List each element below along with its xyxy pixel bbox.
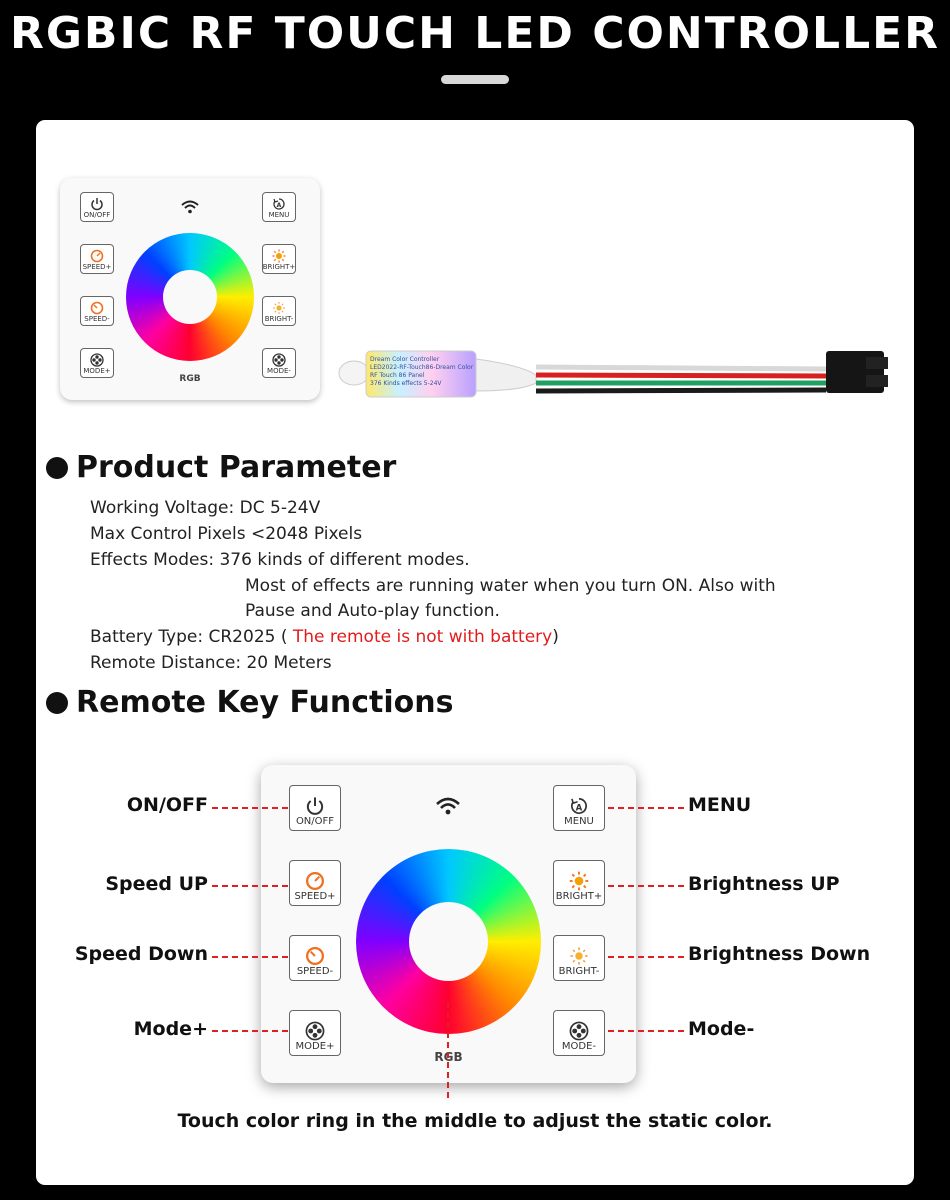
working-voltage: Working Voltage: DC 5-24V [90, 498, 321, 518]
remote-panel-small [60, 178, 320, 400]
bright-down-key-label: BRIGHT- [558, 966, 600, 977]
mode-up-key-label: MODE+ [83, 367, 111, 375]
callout-line-brightness-up [608, 885, 684, 887]
speed-gauge-icon [90, 249, 104, 263]
callout-line-on-off [212, 807, 288, 809]
sun-icon [272, 301, 286, 315]
remote-distance: Remote Distance: 20 Meters [90, 653, 332, 673]
rgb-label: RGB [434, 1050, 463, 1064]
bullet-icon [46, 692, 68, 714]
bright-down-key-label: BRIGHT- [264, 315, 294, 323]
page-title: RGBIC RF TOUCH LED CONTROLLER [9, 8, 941, 59]
svg-text:A: A [575, 803, 583, 814]
speed-down-key-label: SPEED- [84, 315, 110, 323]
callout-line-brightness-down [608, 956, 684, 958]
controller-label-line: 376 Kinds effects 5-24V [370, 380, 442, 387]
max-pixels: Max Control Pixels <2048 Pixels [90, 524, 363, 544]
label-brightness-up: Brightness UP [688, 873, 840, 895]
speed-gauge-icon [305, 871, 325, 891]
speed-down-key[interactable] [289, 935, 341, 981]
callout-line-mode-minus [608, 1030, 684, 1032]
content-card [36, 120, 914, 1185]
color-ring-caption: Touch color ring in the middle to adjust the static color. [177, 1110, 773, 1132]
callout-line-speed-down [212, 956, 288, 958]
effects-note-1: Most of effects are running water when you turn ON. Also with [245, 576, 776, 596]
on-off-key-label: ON/OFF [295, 816, 335, 827]
bright-down-key[interactable] [262, 296, 296, 326]
speed-up-key[interactable] [80, 244, 114, 274]
sun-icon [272, 249, 286, 263]
callout-line-menu [608, 807, 684, 809]
bright-up-key-label: BRIGHT+ [555, 891, 603, 902]
battery-type-text: Battery Type: CR2025 ( [90, 627, 293, 647]
on-off-key-label: ON/OFF [83, 211, 111, 219]
label-mode-plus: Mode+ [133, 1018, 208, 1040]
mode-fan-icon [569, 1021, 589, 1041]
menu-a-icon [272, 197, 286, 211]
mode-fan-icon [90, 353, 104, 367]
svg-text:A: A [276, 202, 282, 209]
speed-gauge-icon [90, 301, 104, 315]
controller-label [370, 356, 476, 388]
sun-icon [569, 871, 589, 891]
menu-a-icon [569, 796, 589, 816]
label-speed-up: Speed UP [105, 873, 208, 895]
sun-icon [569, 946, 589, 966]
remote-key-functions-heading-text: Remote Key Functions [76, 685, 454, 720]
power-icon [305, 796, 325, 816]
mode-down-key-label: MODE- [561, 1041, 597, 1052]
color-ring[interactable] [126, 233, 254, 361]
speed-up-key-label: SPEED+ [82, 263, 112, 271]
on-off-key[interactable] [289, 785, 341, 831]
speed-up-key-label: SPEED+ [294, 891, 336, 902]
mode-fan-icon [305, 1021, 325, 1041]
controller-label-line: RF Touch 86 Panel [370, 372, 425, 379]
label-on-off: ON/OFF [126, 794, 208, 816]
battery-warning: The remote is not with battery [292, 627, 553, 647]
callout-line-color-ring [447, 1002, 449, 1098]
controller-label-line: Dream Color Controller [370, 356, 440, 363]
power-icon [90, 197, 104, 211]
label-brightness-down: Brightness Down [688, 943, 871, 965]
label-menu: MENU [688, 794, 752, 816]
bullet-icon [46, 457, 68, 479]
callout-line-mode-plus [212, 1030, 288, 1032]
effects-note-2: Pause and Auto-play function. [245, 601, 500, 621]
mode-up-key-label: MODE+ [295, 1041, 335, 1052]
controller-label-line: LED2022-RF-Touch86-Dream Color [370, 364, 474, 371]
speed-up-key[interactable] [289, 860, 341, 906]
bright-up-key[interactable] [553, 860, 605, 906]
product-parameter-heading-text: Product Parameter [76, 450, 397, 485]
battery-suffix: ) [552, 627, 559, 647]
speed-down-key[interactable] [80, 296, 114, 326]
title-underline [441, 75, 509, 84]
bright-up-key-label: BRIGHT+ [262, 263, 296, 271]
effects-modes: Effects Modes: 376 kinds of different modes. [90, 550, 470, 570]
wifi-icon [436, 797, 460, 815]
speed-gauge-icon [305, 946, 325, 966]
wifi-icon [181, 200, 199, 214]
label-speed-down: Speed Down [74, 943, 208, 965]
label-mode-minus: Mode- [688, 1018, 755, 1040]
bright-up-key[interactable] [262, 244, 296, 274]
mode-fan-icon [272, 353, 286, 367]
bright-down-key[interactable] [553, 935, 605, 981]
rgb-label: RGB [179, 374, 201, 384]
callout-line-speed-up [212, 885, 288, 887]
product-parameter-heading [46, 450, 396, 485]
battery-type [90, 627, 559, 647]
menu-key-label: MENU [564, 816, 594, 827]
on-off-key[interactable] [80, 192, 114, 222]
menu-key[interactable] [262, 192, 296, 222]
mode-down-key-label: MODE- [267, 367, 291, 375]
remote-key-functions-heading [46, 685, 453, 720]
speed-down-key-label: SPEED- [296, 966, 334, 977]
menu-key-label: MENU [268, 211, 290, 219]
menu-key[interactable] [553, 785, 605, 831]
